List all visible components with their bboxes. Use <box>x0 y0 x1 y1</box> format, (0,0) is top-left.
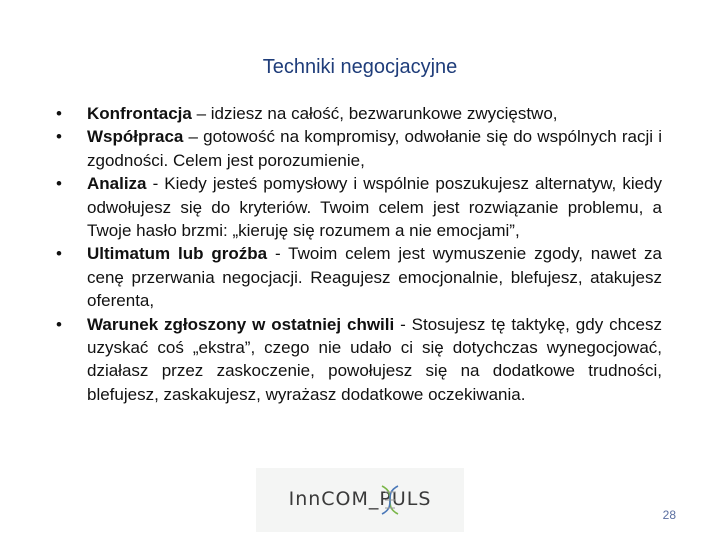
bullet-term: Analiza <box>87 174 147 194</box>
bullet-icon: • <box>56 127 62 147</box>
bullet-list <box>56 102 662 406</box>
bullet-text: - Stosujesz tę taktykę, gdy chcesz uzyskać coś „ekstra”, czego nie udało ci się dotychczas wynegocjować, działasz przez zaskoczenie, powołujesz się na dodatkowe trudności, blefujesz, zaskakujesz, wyrażasz dodatkowe oczekiwania. <box>87 314 662 404</box>
bullet-term: Współpraca <box>87 127 184 147</box>
bullet-term: Konfrontacja <box>87 104 192 123</box>
logo-text: InnCOM_PULS <box>288 488 432 510</box>
bullet-term: Warunek zgłoszony w ostatniej chwili <box>87 314 395 334</box>
bullet-icon: • <box>56 244 62 264</box>
dna-helix-icon <box>378 484 402 516</box>
page-number: 28 <box>662 508 676 522</box>
bullet-item <box>56 242 662 312</box>
bullet-icon: • <box>56 104 62 123</box>
inncom-puls-logo <box>256 468 464 532</box>
bullet-text: - Kiedy jesteś pomysłowy i wspólnie poszukujesz alternatyw, kiedy odwołujesz się do kryteriów. Twoim celem jest rozwiązanie problemu, a Twoje hasło brzmi: „kieruję się rozumem a nie emocjami”, <box>87 174 662 241</box>
bullet-item <box>56 313 662 407</box>
slide-title: Techniki negocjacyjne <box>262 56 458 78</box>
bullet-item <box>56 125 662 172</box>
bullet-icon: • <box>56 314 62 334</box>
bullet-term: Ultimatum lub groźba <box>87 244 268 264</box>
bullet-text: - Twoim celem jest wymuszenie zgody, nawet za cenę przerwania negocjacji. Reagujesz emocjonalnie, blefujesz, atakujesz oferenta, <box>87 244 662 311</box>
bullet-item <box>56 102 662 125</box>
bullet-icon: • <box>56 174 62 194</box>
bullet-item <box>56 172 662 242</box>
bullet-text: – gotowość na kompromisy, odwołanie się do wspólnych racji i zgodności. Celem jest porozumienie, <box>87 127 662 170</box>
bullet-text: – idziesz na całość, bezwarunkowe zwycięstwo, <box>191 104 558 123</box>
